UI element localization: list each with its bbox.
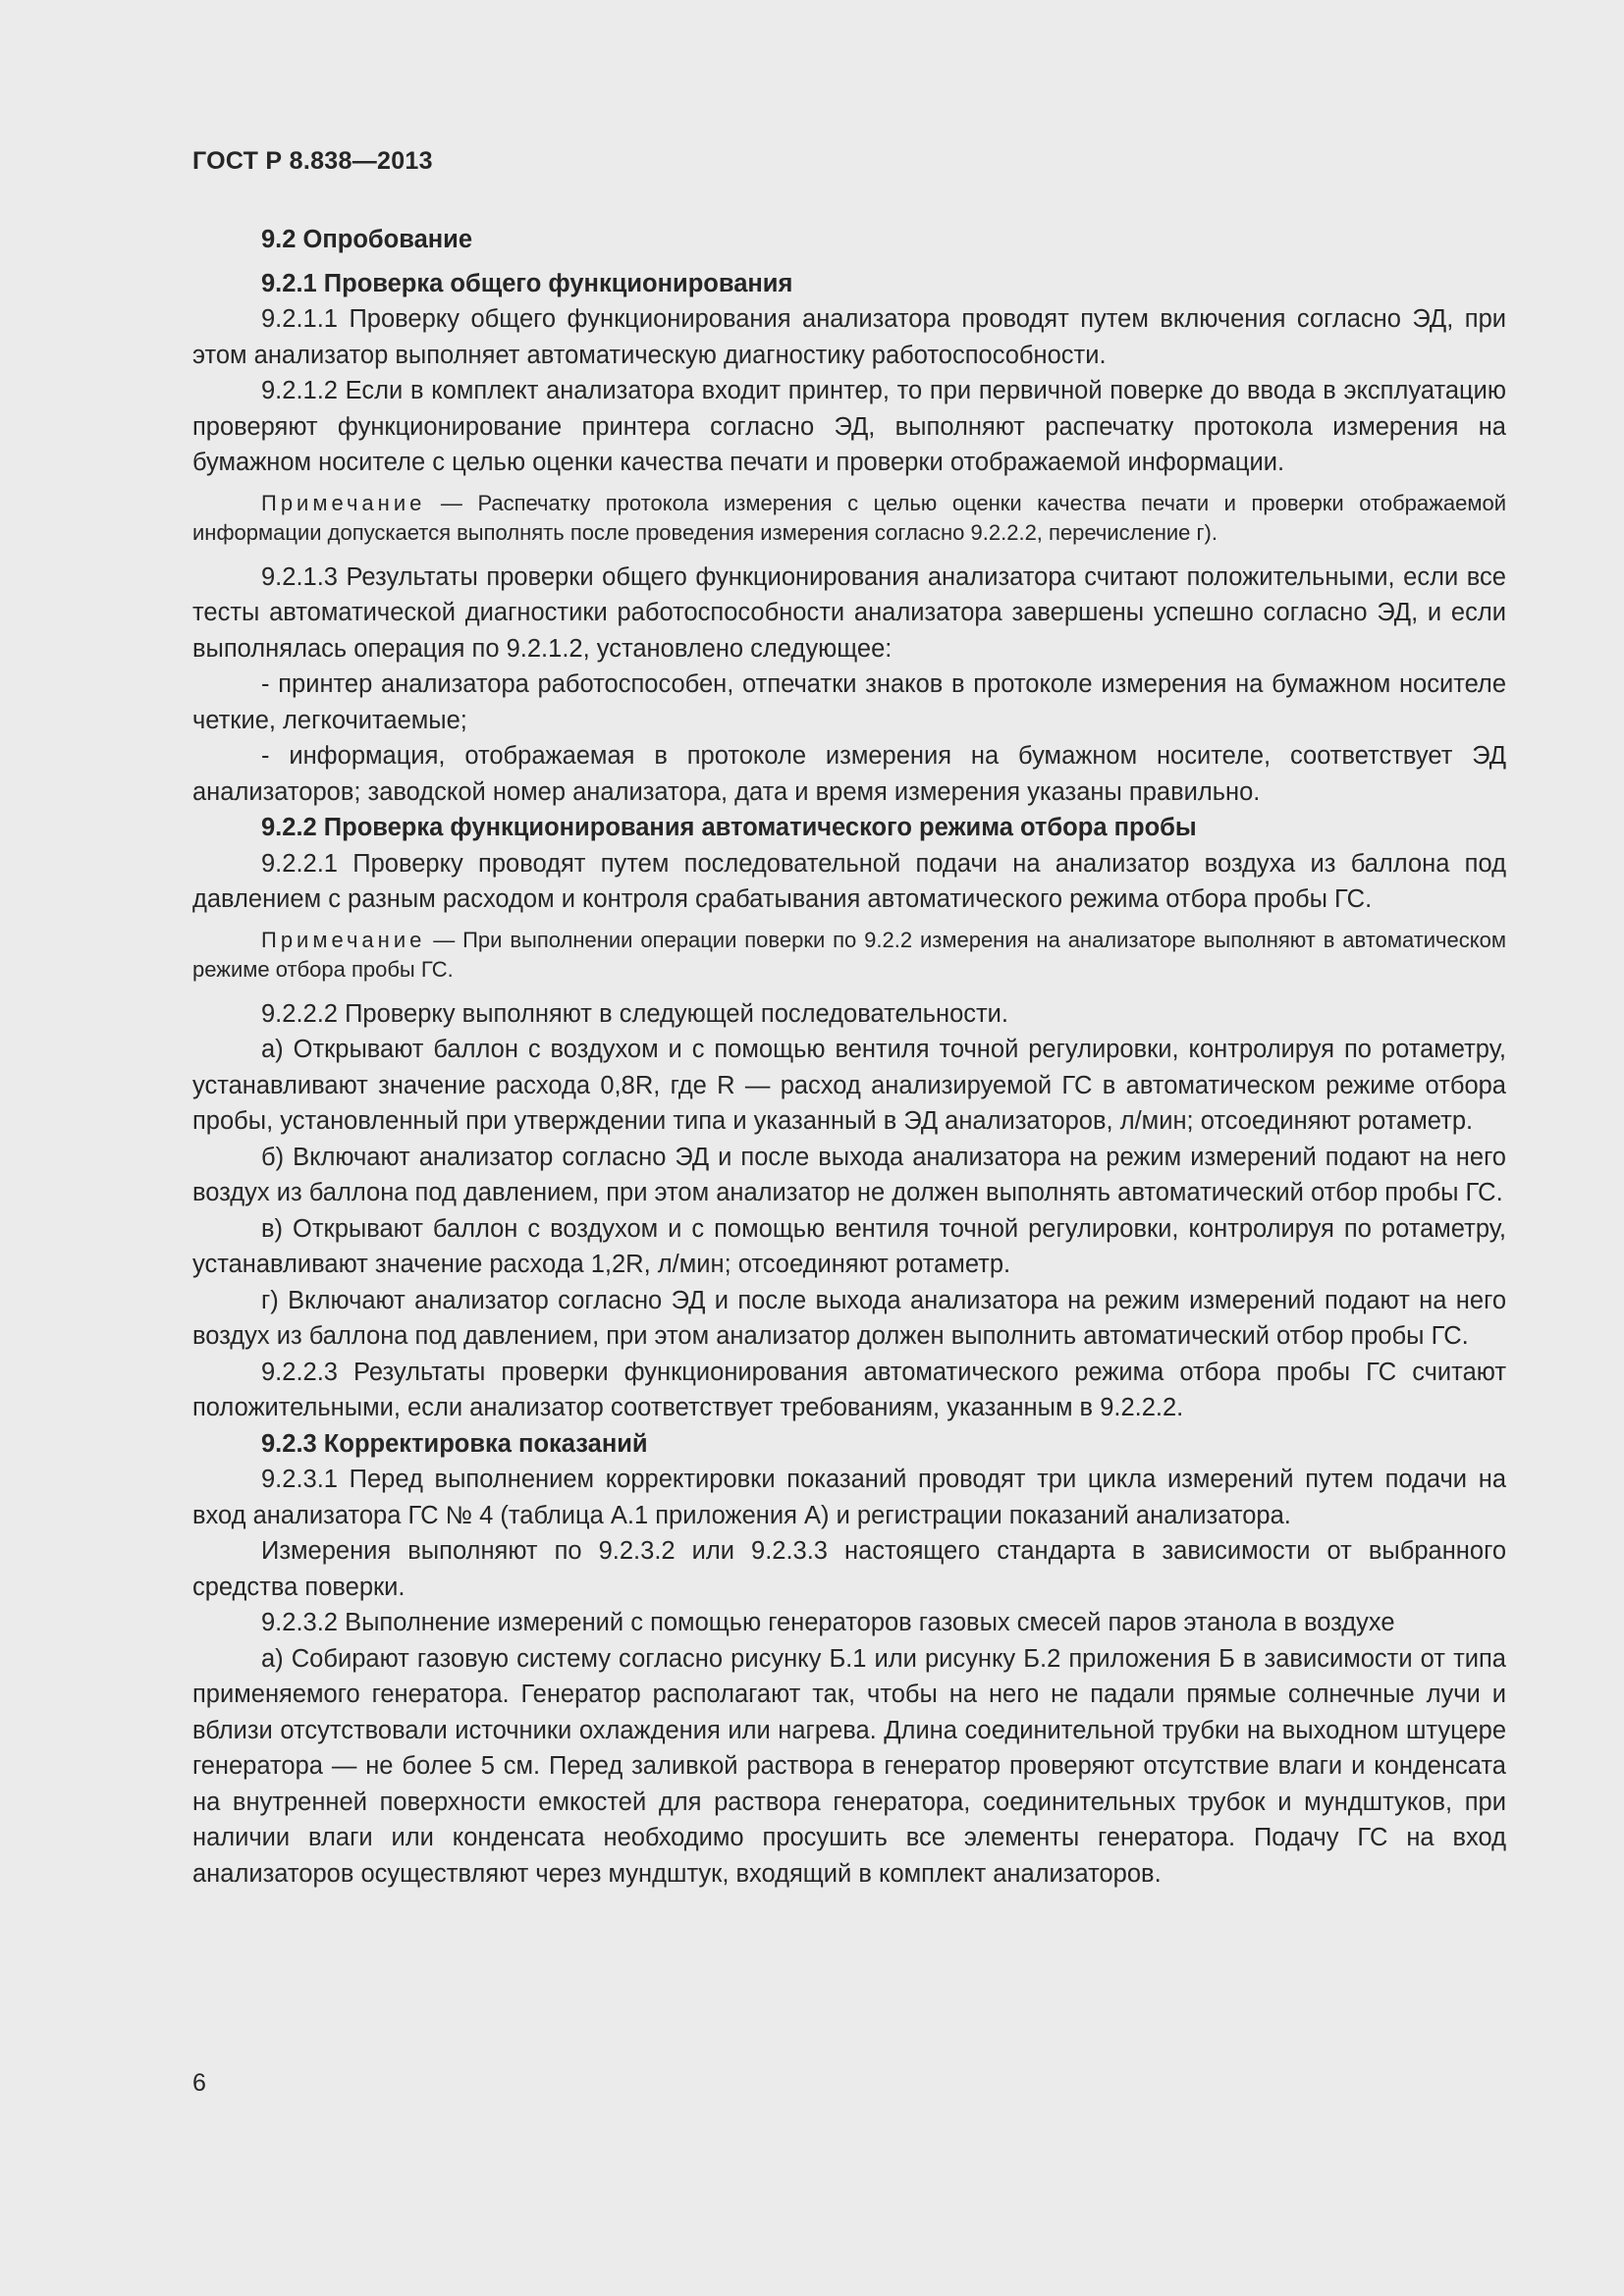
paragraph: а) Собирают газовую систему согласно рисунку Б.1 или рисунку Б.2 приложения Б в зависимости от типа применяемого генератора. Генератор располагают так, чтобы на него не падали прямые солнечные лучи и вблизи отсутствовали источники охлаждения или нагрева. Длина соединительной трубки на выходном штуцере генератора — не более 5 см. Перед заливкой раствора в генератор проверяют отсутствие влаги и конденсата на внутренней поверхности емкостей для раствора генератора, соединительных трубок и мундштуков, при наличии влаги или конденсата необходимо просушить все элементы генератора. Подачу ГС на вход анализаторов осуществляют через мундштук, входящий в комплект анализаторов. xyxy=(192,1644,1506,1888)
note-label: Примечание xyxy=(261,490,426,515)
paragraph: 9.2.2.3 Результаты проверки функционирования автоматического режима отбора пробы ГС считают положительными, если анализатор соответствует требованиям, указанным в 9.2.2.2. xyxy=(192,1358,1506,1421)
paragraph: в) Открывают баллон с воздухом и с помощью вентиля точной регулировки, контролируя по ротаметру, устанавливают значение расхода 1,2R, л/мин; отсоединяют ротаметр. xyxy=(192,1214,1506,1278)
section-heading: 9.2.3 Корректировка показаний xyxy=(261,1429,648,1458)
note-text: — При выполнении операции поверки по 9.2.2 измерения на анализаторе выполняют в автоматическом режиме отбора пробы ГС. xyxy=(192,927,1506,982)
page-number: 6 xyxy=(192,2069,206,2097)
document-body xyxy=(192,222,1506,1892)
paragraph: а) Открывают баллон с воздухом и с помощью вентиля точной регулировки, контролируя по ротаметру, устанавливают значение расхода 0,8R, где R — расход анализируемой ГС в автоматическом режиме отбора пробы, установленный при утверждении типа и указанный в ЭД анализаторов, л/мин; отсоединяют ротаметр. xyxy=(192,1036,1506,1135)
section-heading: 9.2.2 Проверка функционирования автоматического режима отбора пробы xyxy=(261,814,1197,841)
note-paragraph xyxy=(192,489,1506,548)
paragraph: 9.2.1.3 Результаты проверки общего функционирования анализатора считают положительными, если все тесты автоматической диагностики работоспособности анализатора завершены успешно согласно ЭД, и если выполнялась операция по 9.2.1.2, установлено следующее: xyxy=(192,562,1506,663)
standard-header: ГОСТ Р 8.838—2013 xyxy=(192,147,433,175)
paragraph: 9.2.3.1 Перед выполнением корректировки показаний проводят три цикла измерений путем подачи на вход анализатора ГС № 4 (таблица А.1 приложения А) и регистрации показаний анализатора. xyxy=(192,1466,1506,1529)
paragraph: 9.2.1.1 Проверку общего функционирования анализатора проводят путем включения согласно ЭД, при этом анализатор выполняет автоматическую диагностику работоспособности. xyxy=(192,305,1506,369)
paragraph: Измерения выполняют по 9.2.3.2 или 9.2.3.3 настоящего стандарта в зависимости от выбранного средства поверки. xyxy=(192,1537,1506,1601)
paragraph: 9.2.2.2 Проверку выполняют в следующей последовательности. xyxy=(261,999,1009,1028)
note-text: — Распечатку протокола измерения с целью оценки качества печати и проверки отображаемой информации допускается выполнять после проведения измерения согласно 9.2.2.2, перечисление г). xyxy=(192,490,1506,545)
paragraph: 9.2.2.1 Проверку проводят путем последовательной подачи на анализатор воздуха из баллона под давлением с разным расходом и контроля срабатывания автоматического режима отбора пробы ГС. xyxy=(192,849,1506,913)
paragraph: б) Включают анализатор согласно ЭД и после выхода анализатора на режим измерений подают на него воздух из баллона под давлением, при этом анализатор не должен выполнять автоматический отбор пробы ГС. xyxy=(192,1143,1506,1206)
paragraph: - принтер анализатора работоспособен, отпечатки знаков в протоколе измерения на бумажном носителе четкие, легкочитаемые; xyxy=(192,670,1506,734)
paragraph: г) Включают анализатор согласно ЭД и после выхода анализатора на режим измерений подают на него воздух из баллона под давлением, при этом анализатор должен выполнить автоматический отбор пробы ГС. xyxy=(192,1286,1506,1350)
section-heading: 9.2.1 Проверка общего функционирования xyxy=(261,269,793,297)
section-heading: 9.2 Опробование xyxy=(261,226,473,253)
paragraph: 9.2.3.2 Выполнение измерений с помощью генераторов газовых смесей паров этанола в воздухе xyxy=(261,1609,1395,1636)
paragraph: 9.2.1.2 Если в комплект анализатора входит принтер, то при первичной поверке до ввода в эксплуатацию проверяют функционирование принтера согласно ЭД, выполняют распечатку протокола измерения на бумажном носителе с целью оценки качества печати и проверки отображаемой информации. xyxy=(192,377,1506,476)
note-paragraph xyxy=(192,926,1506,985)
paragraph: - информация, отображаемая в протоколе измерения на бумажном носителе, соответствует ЭД анализаторов; заводской номер анализатора, дата и время измерения указаны правильно. xyxy=(192,742,1506,806)
note-label: Примечание xyxy=(261,927,426,952)
